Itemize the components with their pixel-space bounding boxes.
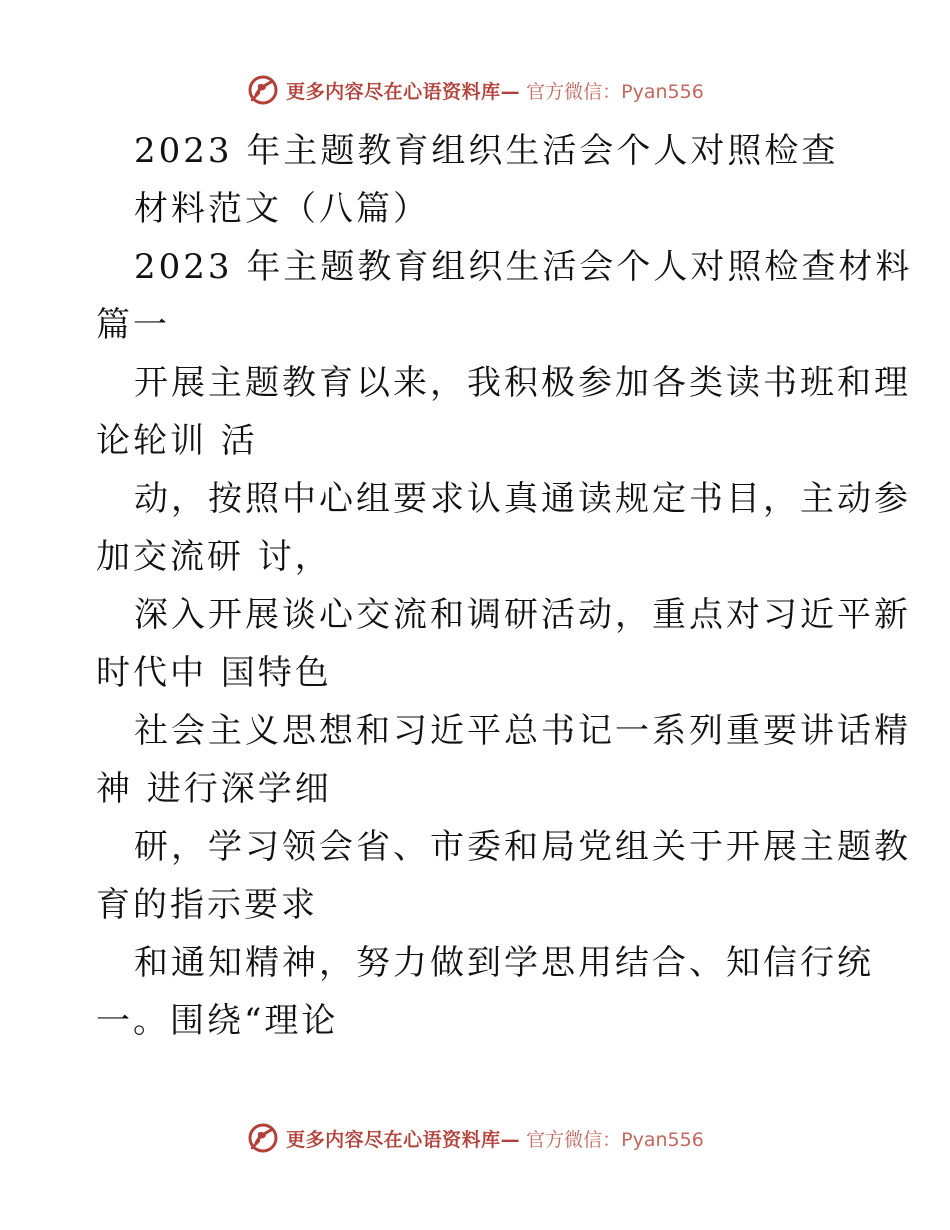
paragraph-line: 和通知精神，努力做到学思用结合、知信行统: [134, 943, 874, 983]
paragraph-line: 开展主题教育以来，我积极参加各类读书班和理: [134, 363, 911, 403]
footer-banner: [0, 1118, 950, 1158]
paragraph-line: 育的指示要求: [96, 885, 318, 925]
paragraph-line: 社会主义思想和习近平总书记一系列重要讲话精: [134, 711, 911, 751]
section-heading-line-1: 2023 年主题教育组织生活会个人对照检查材料: [134, 247, 913, 287]
document-body: [96, 122, 913, 1050]
paragraph-line: 深入开展谈心交流和调研活动，重点对习近平新: [134, 595, 911, 635]
section-heading-line-2: 篇一: [96, 305, 170, 345]
document-title-line-2: 材料范文（八篇）: [134, 189, 430, 229]
header-banner: [0, 70, 950, 110]
paragraph-line: 动，按照中心组要求认真通读规定书目，主动参: [134, 479, 911, 519]
footer-brand-text: 更多内容尽在心语资料库—: [286, 1128, 521, 1151]
paragraph-line: 研，学习领会省、市委和局党组关于开展主题教: [134, 827, 911, 867]
header-brand-text: 更多内容尽在心语资料库—: [286, 80, 521, 103]
paragraph-line: 加交流研 讨，: [96, 537, 332, 577]
footer-wechat-text: 官方微信：Pyan556: [526, 1128, 704, 1151]
paragraph-line: 神 进行深学细: [96, 769, 332, 809]
rose-pen-logo-icon: [246, 73, 280, 107]
paragraph-line: 一。围绕“理论: [96, 1001, 339, 1041]
rose-pen-logo-icon: [246, 1121, 280, 1155]
document-title-line-1: 2023 年主题教育组织生活会个人对照检查: [134, 131, 839, 171]
paragraph-line: 论轮训 活: [96, 421, 258, 461]
header-wechat-text: 官方微信：Pyan556: [526, 80, 704, 103]
paragraph-line: 时代中 国特色: [96, 653, 332, 693]
